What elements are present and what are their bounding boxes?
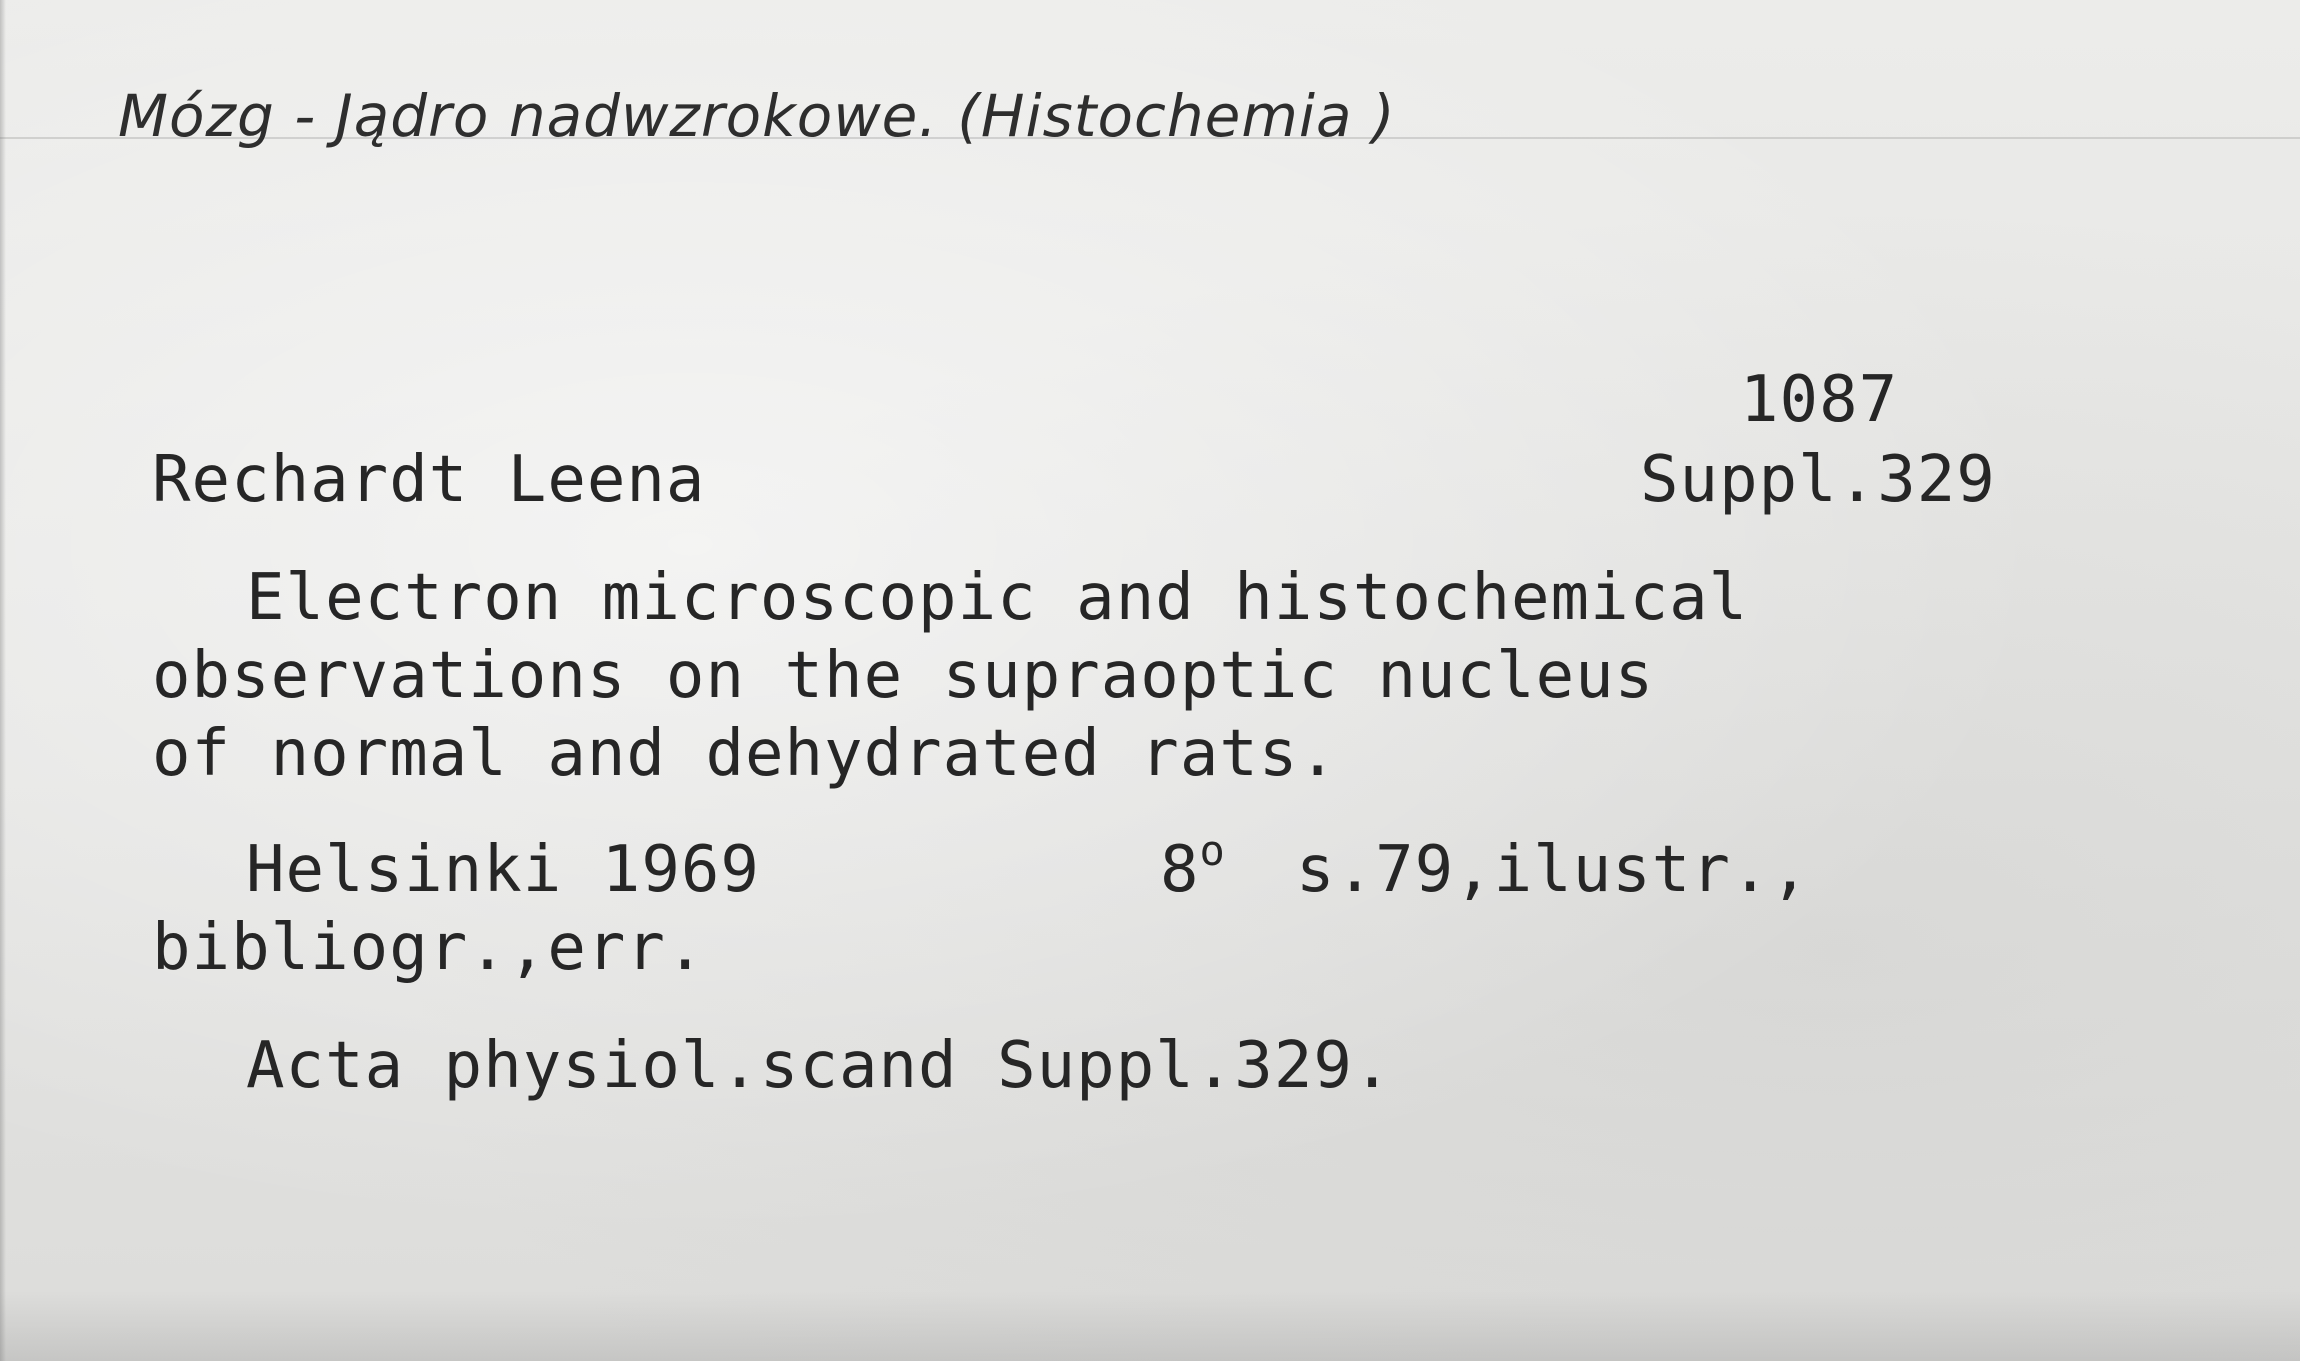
card-bottom-smudge — [0, 1291, 2300, 1361]
series-statement: Acta physiol.scand Suppl.329. — [246, 1029, 1393, 1103]
title-line-3: of normal and dehydrated rats. — [152, 717, 1338, 791]
pagination: s.79,ilustr., — [1296, 833, 1810, 907]
format-degree: o — [1199, 826, 1226, 875]
card-edge-shadow — [0, 0, 6, 1361]
book-format — [1160, 826, 1226, 907]
imprint-place-year: Helsinki 1969 — [246, 833, 760, 907]
title-line-1: Electron microscopic and histochemical — [246, 561, 1749, 635]
supplement-number: Suppl.329 — [1640, 443, 1996, 517]
author-name: Rechardt Leena — [152, 443, 706, 517]
call-number: 1087 — [1740, 363, 1899, 437]
imprint-extra: bibliogr.,err. — [152, 911, 706, 985]
format-number: 8 — [1160, 833, 1200, 907]
title-line-2: observations on the supraoptic nucleus — [152, 639, 1655, 713]
subject-heading: Mózg - Jądro nadwzrokowe. (Histochemia ) — [118, 82, 1396, 150]
